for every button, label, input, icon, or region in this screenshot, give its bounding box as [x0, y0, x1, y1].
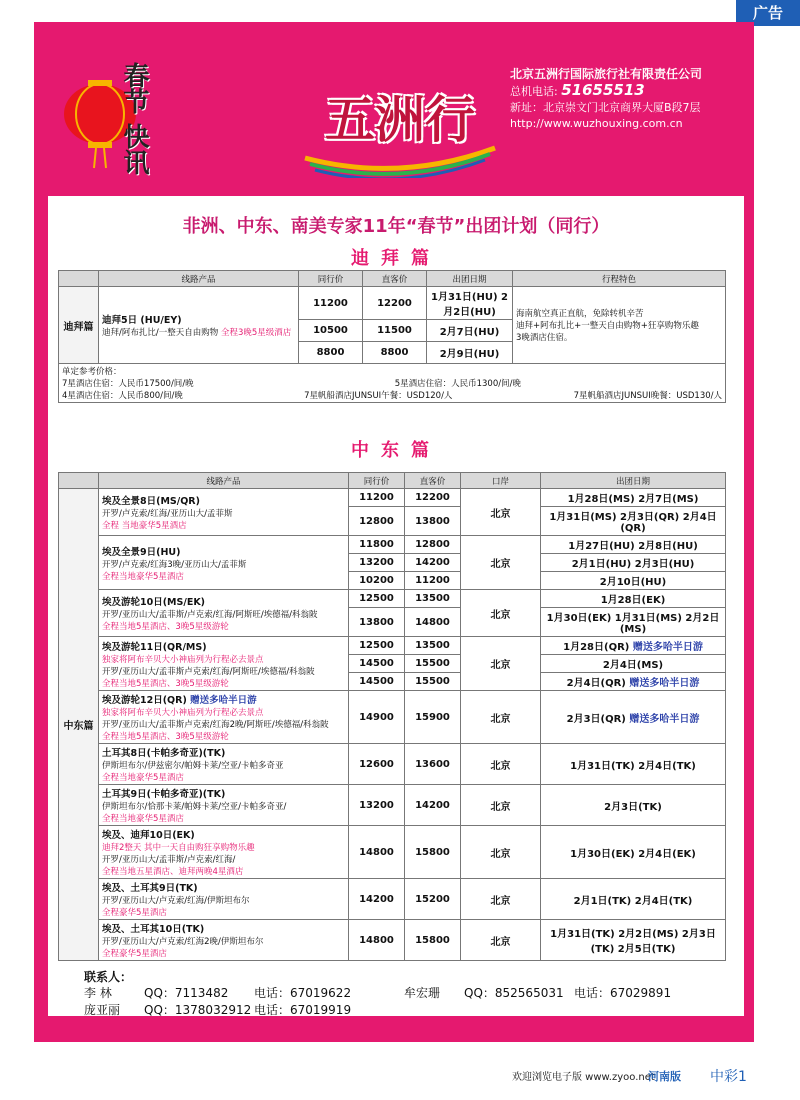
departure-dates: 1月31日(HU) 2月2日(HU) — [427, 287, 513, 320]
product-hotel: 全程3晚5星级酒店 — [220, 328, 292, 338]
reference-price: 7星酒店住宿：人民币17500/间/晚 — [62, 379, 194, 389]
product-extra: 独家将阿布辛贝大小神庙列为行程必去景点 — [102, 654, 264, 665]
product-extra: 独家将阿布辛贝大小神庙列为行程必去景点 — [102, 708, 264, 718]
address: 新址：北京崇文门北京商界大厦B段7层 — [510, 101, 701, 114]
table-row — [59, 287, 726, 320]
product-hotel: 全程当地5星酒店、3晚5星级游轮 — [102, 678, 229, 689]
table-row — [59, 920, 726, 961]
peer-price: 14900 — [349, 691, 405, 744]
peer-price: 14800 — [349, 920, 405, 961]
direct-price: 12200 — [405, 489, 461, 507]
port-cell: 北京 — [461, 744, 541, 785]
product-cell — [99, 637, 349, 691]
festival-line-1: 春节 — [119, 62, 149, 114]
peer-price: 8800 — [299, 342, 363, 364]
date-text: 1月31日(TK) 2月2日(MS) 2月3日(TK) 2月5日(TK) — [550, 929, 716, 955]
departure-dates — [541, 536, 726, 554]
mideast-section-title: 中东篇 — [351, 440, 441, 461]
peer-price: 12500 — [349, 590, 405, 608]
departure-dates — [541, 637, 726, 655]
product-name: 埃及游轮12日(QR) — [102, 695, 187, 706]
peer-price: 11200 — [349, 489, 405, 507]
table-row — [59, 691, 726, 744]
region-cell: 中东篇 — [59, 489, 99, 961]
table-row — [59, 879, 726, 920]
date-text: 2月3日(TK) — [604, 801, 662, 813]
contacts — [84, 968, 724, 1019]
date-text: 2月3日(QR) — [566, 713, 626, 725]
product-name: 埃及游轮11日(QR/MS) — [102, 641, 207, 653]
dubai-table — [58, 270, 726, 403]
departure-dates — [541, 655, 726, 673]
product-extra: 迪拜2整天 其中一天自由购狂享购物乐趣 — [102, 843, 255, 853]
departure-dates — [541, 673, 726, 691]
festival-text — [118, 62, 150, 175]
product-cell — [99, 826, 349, 879]
peer-price: 13200 — [349, 554, 405, 572]
departure-dates — [541, 920, 726, 961]
contact-row — [84, 1002, 724, 1019]
header-cell: 线路产品 — [99, 271, 299, 287]
departure-dates — [541, 507, 726, 536]
port-cell: 北京 — [461, 920, 541, 961]
product-hotel: 全程当地豪华5星酒店 — [102, 814, 184, 824]
product-cell — [99, 691, 349, 744]
port-cell: 北京 — [461, 536, 541, 590]
region-cell: 迪拜篇 — [59, 287, 99, 364]
direct-price: 8800 — [363, 342, 427, 364]
table-row — [59, 637, 726, 655]
product-name: 埃及、迪拜10日(EK) — [102, 830, 195, 841]
product-route: 开罗/卢克索/红海/亚历山大/孟菲斯 — [102, 509, 233, 519]
product-route: 开罗/亚历山大/卢克索/红海2晚/伊斯坦布尔 — [102, 937, 264, 947]
phone-number: 51655513 — [561, 81, 645, 99]
peer-price: 10500 — [299, 320, 363, 342]
product-hotel: 全程豪华5星酒店 — [102, 908, 167, 918]
header-cell: 出团日期 — [427, 271, 513, 287]
product-name: 迪拜5日 (HU/EY) — [102, 315, 182, 326]
table-row — [59, 536, 726, 554]
reference-price: 5星酒店住宿：人民币1300/间/晚 — [394, 379, 521, 389]
table-row — [59, 826, 726, 879]
website-link[interactable]: http://www.wuzhouxing.com.cn — [510, 117, 683, 130]
contact-qq: QQ：852565031 — [464, 986, 564, 1000]
departure-dates: 2月9日(HU) — [427, 342, 513, 364]
content-panel — [48, 196, 744, 1016]
edition-label: 河南版 — [648, 1070, 681, 1083]
departure-dates — [541, 608, 726, 637]
contact-qq: QQ：7113482 — [144, 986, 229, 1000]
product-route: 开罗/卢克索/红海3晚/亚历山大/孟菲斯 — [102, 559, 247, 570]
table-row — [59, 744, 726, 785]
port-cell: 北京 — [461, 826, 541, 879]
page-title: 非洲、中东、南美专家11年“春节”出团计划（同行） — [182, 216, 610, 237]
product-route: 开罗/亚历山大/卢克索/红海/伊斯坦布尔 — [102, 896, 250, 906]
product-cell — [99, 879, 349, 920]
header-cell: 同行价 — [349, 473, 405, 489]
product-name: 埃及全景8日(MS/QR) — [102, 496, 200, 507]
bonus-text: 赠送多哈半日游 — [629, 678, 700, 689]
header-cell: 口岸 — [461, 473, 541, 489]
date-text: 1月31日(MS) 2月3日(QR) 2月4日(QR) — [549, 512, 717, 534]
mideast-table — [58, 472, 726, 961]
port-cell: 北京 — [461, 879, 541, 920]
product-route: 伊斯坦布尔/伊兹密尔/帕姆卡莱/空亚/卡帕多奇亚 — [102, 761, 284, 771]
reference-title: 单定参考价格： — [62, 367, 122, 377]
product-hotel: 全程当地五星酒店、迪拜两晚4星酒店 — [102, 867, 244, 877]
direct-price: 15800 — [405, 920, 461, 961]
direct-price: 15500 — [405, 655, 461, 673]
direct-price: 15200 — [405, 879, 461, 920]
product-name: 埃及、土耳其10日(TK) — [102, 924, 205, 935]
feature-item: 3晚酒店住宿。 — [516, 333, 573, 343]
peer-price: 12600 — [349, 744, 405, 785]
header-cell: 线路产品 — [99, 473, 349, 489]
table-header-row — [59, 473, 726, 489]
direct-price: 11500 — [363, 320, 427, 342]
peer-price: 11200 — [299, 287, 363, 320]
port-cell: 北京 — [461, 691, 541, 744]
port-cell: 北京 — [461, 785, 541, 826]
date-text: 2月1日(TK) 2月4日(TK) — [573, 895, 693, 907]
departure-dates — [541, 489, 726, 507]
header-cell-blank — [59, 271, 99, 287]
date-text: 1月28日(MS) 2月7日(MS) — [567, 494, 699, 505]
footer-url[interactable]: 欢迎浏览电子版 www.zyoo.net — [512, 1072, 655, 1083]
direct-price: 12200 — [363, 287, 427, 320]
ad-tag: 广告 — [736, 0, 800, 26]
peer-price: 14500 — [349, 655, 405, 673]
phone-label: 总机电话: — [510, 85, 558, 98]
contact-name: 李 林 — [84, 986, 112, 1000]
product-hotel: 全程 当地豪华5星酒店 — [102, 521, 187, 531]
table-row — [59, 489, 726, 507]
peer-price: 10200 — [349, 572, 405, 590]
direct-price: 13500 — [405, 637, 461, 655]
table-header-row — [59, 271, 726, 287]
product-name: 土耳其9日(卡帕多奇亚)(TK) — [102, 789, 226, 800]
contact-qq: QQ：1378032912 — [144, 1003, 252, 1017]
feature-item: 海南航空真正直航，免除转机辛苦 — [516, 309, 644, 319]
departure-dates — [541, 879, 726, 920]
product-cell — [99, 785, 349, 826]
peer-price: 13800 — [349, 608, 405, 637]
contact-name: 牟宏珊 — [404, 986, 441, 1000]
contact-tel: 电话：67019622 — [254, 986, 352, 1000]
product-cell — [99, 287, 299, 364]
header-cell-blank — [59, 473, 99, 489]
date-text: 1月30日(EK) 2月4日(EK) — [570, 848, 696, 860]
product-cell — [99, 590, 349, 637]
port-cell: 北京 — [461, 637, 541, 691]
footer — [0, 1060, 800, 1100]
reference-price-row — [59, 364, 726, 403]
product-cell — [99, 744, 349, 785]
product-cell — [99, 536, 349, 590]
peer-price: 12800 — [349, 507, 405, 536]
product-hotel: 全程豪华5星酒店 — [102, 949, 167, 959]
product-route: 开罗/亚历山大/孟菲斯/卢克索/红海/ — [102, 855, 236, 865]
direct-price: 15900 — [405, 691, 461, 744]
header-cell: 行程特色 — [513, 271, 726, 287]
reference-price: 4星酒店住宿：人民币800/间/晚 — [62, 391, 183, 401]
product-name: 埃及、土耳其9日(TK) — [102, 883, 198, 894]
date-text: 2月1日(HU) 2月3日(HU) — [571, 559, 695, 570]
contact-name: 庞亚丽 — [84, 1003, 121, 1017]
product-name: 埃及游轮10日(MS/EK) — [102, 597, 206, 608]
date-text: 1月30日(EK) 1月31日(MS) 2月2日(MS) — [546, 613, 720, 635]
date-text: 1月27日(HU) 2月8日(HU) — [568, 541, 698, 552]
departure-dates — [541, 785, 726, 826]
direct-price: 14200 — [405, 785, 461, 826]
peer-price: 11800 — [349, 536, 405, 554]
header-cell: 出团日期 — [541, 473, 726, 489]
direct-price: 12800 — [405, 536, 461, 554]
peer-price: 14200 — [349, 879, 405, 920]
departure-dates — [541, 572, 726, 590]
peer-price: 14500 — [349, 673, 405, 691]
departure-dates — [541, 744, 726, 785]
direct-price: 15500 — [405, 673, 461, 691]
date-text: 1月28日(EK) — [600, 595, 666, 606]
product-cell — [99, 489, 349, 536]
date-text: 2月4日(MS) — [602, 660, 664, 671]
direct-price: 15800 — [405, 826, 461, 879]
page-number: 中彩1 — [710, 1069, 747, 1085]
peer-price: 13200 — [349, 785, 405, 826]
direct-price: 14200 — [405, 554, 461, 572]
festival-line-2: 快讯 — [119, 123, 149, 176]
contact-tel: 电话：67029891 — [574, 986, 672, 1000]
reference-price-cell — [59, 364, 726, 403]
dubai-section-title: 迪拜篇 — [351, 248, 441, 269]
product-route: 迪拜/阿布扎比/一整天自由购物 — [102, 328, 219, 338]
product-name: 土耳其8日(卡帕多奇亚)(TK) — [102, 748, 226, 759]
product-name: 埃及全景9日(HU) — [102, 546, 181, 558]
date-text: 2月10日(HU) — [599, 577, 667, 588]
product-route: 伊斯坦布尔/恰那卡莱/帕姆卡莱/空亚/卡帕多奇亚/ — [102, 802, 287, 812]
features-cell — [513, 287, 726, 364]
table-row — [59, 590, 726, 608]
company-info — [510, 66, 750, 132]
product-hotel: 全程当地5星酒店、3晚5星级游轮 — [102, 732, 229, 742]
direct-price: 13800 — [405, 507, 461, 536]
product-route: 开罗/亚历山大/孟菲斯卢克索/红海/阿斯旺/埃德福/科翁陂 — [102, 666, 315, 677]
departure-dates — [541, 590, 726, 608]
product-route: 开罗/亚历山大/孟菲斯卢克索/红海2晚/阿斯旺/埃德福/科翁陂 — [102, 720, 329, 730]
product-bonus: 赠送多哈半日游 — [190, 695, 257, 706]
header-cell: 直客价 — [405, 473, 461, 489]
product-route: 开罗/亚历山大/孟菲斯/卢克索/红海/阿斯旺/埃德福/科翁陂 — [102, 610, 318, 620]
direct-price: 11200 — [405, 572, 461, 590]
header-cell: 同行价 — [299, 271, 363, 287]
peer-price: 14800 — [349, 826, 405, 879]
header-cell: 直客价 — [363, 271, 427, 287]
contact-row — [84, 985, 724, 1002]
bonus-text: 赠送多哈半日游 — [629, 713, 700, 725]
contact-tel: 电话：67019919 — [254, 1003, 352, 1017]
peer-price: 12500 — [349, 637, 405, 655]
departure-dates: 2月7日(HU) — [427, 320, 513, 342]
direct-price: 14800 — [405, 608, 461, 637]
departure-dates — [541, 554, 726, 572]
reference-price: 7星帆船酒店JUNSUI午餐：USD120/人 — [304, 391, 453, 401]
feature-item: 迪拜+阿布扎比+一整天自由购物+狂享购物乐趣 — [516, 321, 699, 331]
logo: 五洲行 — [325, 90, 475, 149]
contacts-label: 联系人： — [84, 970, 133, 984]
bonus-text: 赠送多哈半日游 — [632, 642, 703, 653]
table-row — [59, 785, 726, 826]
departure-dates — [541, 691, 726, 744]
port-cell: 北京 — [461, 590, 541, 637]
departure-dates — [541, 826, 726, 879]
date-text: 2月4日(QR) — [566, 678, 626, 689]
port-cell: 北京 — [461, 489, 541, 536]
reference-price: 7星帆船酒店JUNSUI晚餐：USD130/人 — [573, 391, 722, 401]
product-hotel: 全程当地5星酒店、3晚5星级游轮 — [102, 622, 229, 632]
company-name: 北京五洲行国际旅行社有限责任公司 — [510, 67, 703, 81]
product-hotel: 全程当地豪华5星酒店 — [102, 571, 184, 582]
direct-price: 13600 — [405, 744, 461, 785]
direct-price: 13500 — [405, 590, 461, 608]
date-text: 1月31日(TK) 2月4日(TK) — [570, 760, 696, 772]
product-hotel: 全程当地豪华5星酒店 — [102, 773, 184, 783]
product-cell — [99, 920, 349, 961]
date-text: 1月28日(QR) — [563, 642, 630, 653]
